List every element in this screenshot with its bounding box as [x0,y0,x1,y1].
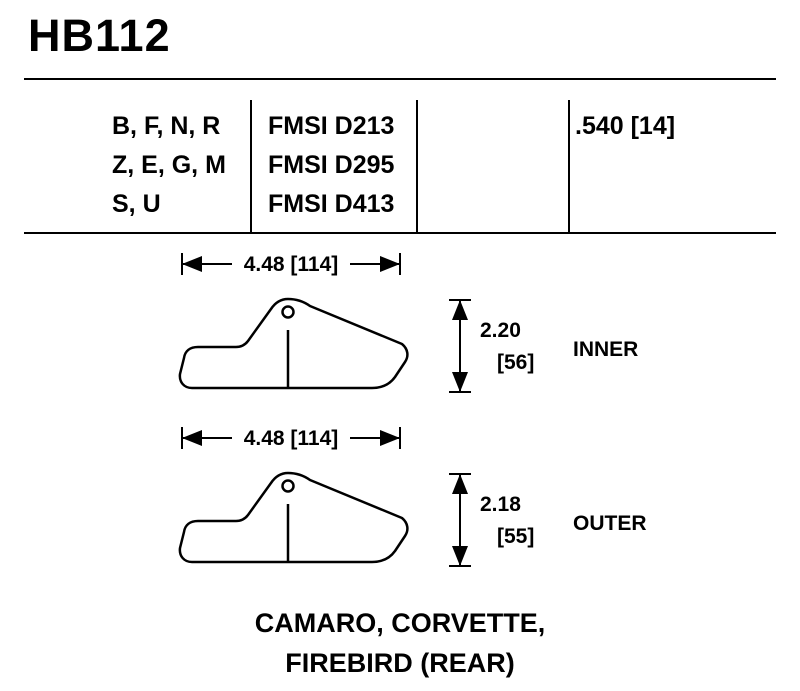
fmsi-row-1: FMSI D213 [268,112,395,140]
vehicle-caption-line-1: CAMARO, CORVETTE, [254,608,546,638]
fmsi-row-2: FMSI D295 [268,151,395,179]
thickness-value: .540 [14] [575,112,676,140]
table-divider-3 [568,100,570,232]
inner-height-dimension-label-2: [56] [497,351,535,374]
inner-height-dimension-arrow [446,298,474,394]
inner-width-dimension-label: 4.48 [114] [243,253,339,276]
outer-height-dimension-arrow [446,472,474,568]
compound-codes-row-3: S, U [112,190,161,218]
part-number: HB112 [28,10,171,61]
outer-width-dimension-label: 4.48 [114] [243,427,339,450]
table-divider-1 [250,100,252,232]
outer-pad-shape [176,470,412,570]
outer-height-dimension-label-2: [55] [497,525,535,548]
vehicle-caption-line-2: FIREBIRD (REAR) [285,648,515,678]
inner-pad-shape [176,296,412,396]
outer-position-label: OUTER [573,512,647,535]
fmsi-row-3: FMSI D413 [268,190,395,218]
inner-height-dimension-label-1: 2.20 [480,319,521,342]
compound-codes-row-1: B, F, N, R [112,112,221,140]
compound-codes-row-2: Z, E, G, M [112,151,226,179]
divider-bottom [24,232,776,234]
divider-top [24,78,776,80]
inner-position-label: INNER [573,338,639,361]
outer-height-dimension-label-1: 2.18 [480,493,521,516]
table-divider-2 [416,100,418,232]
